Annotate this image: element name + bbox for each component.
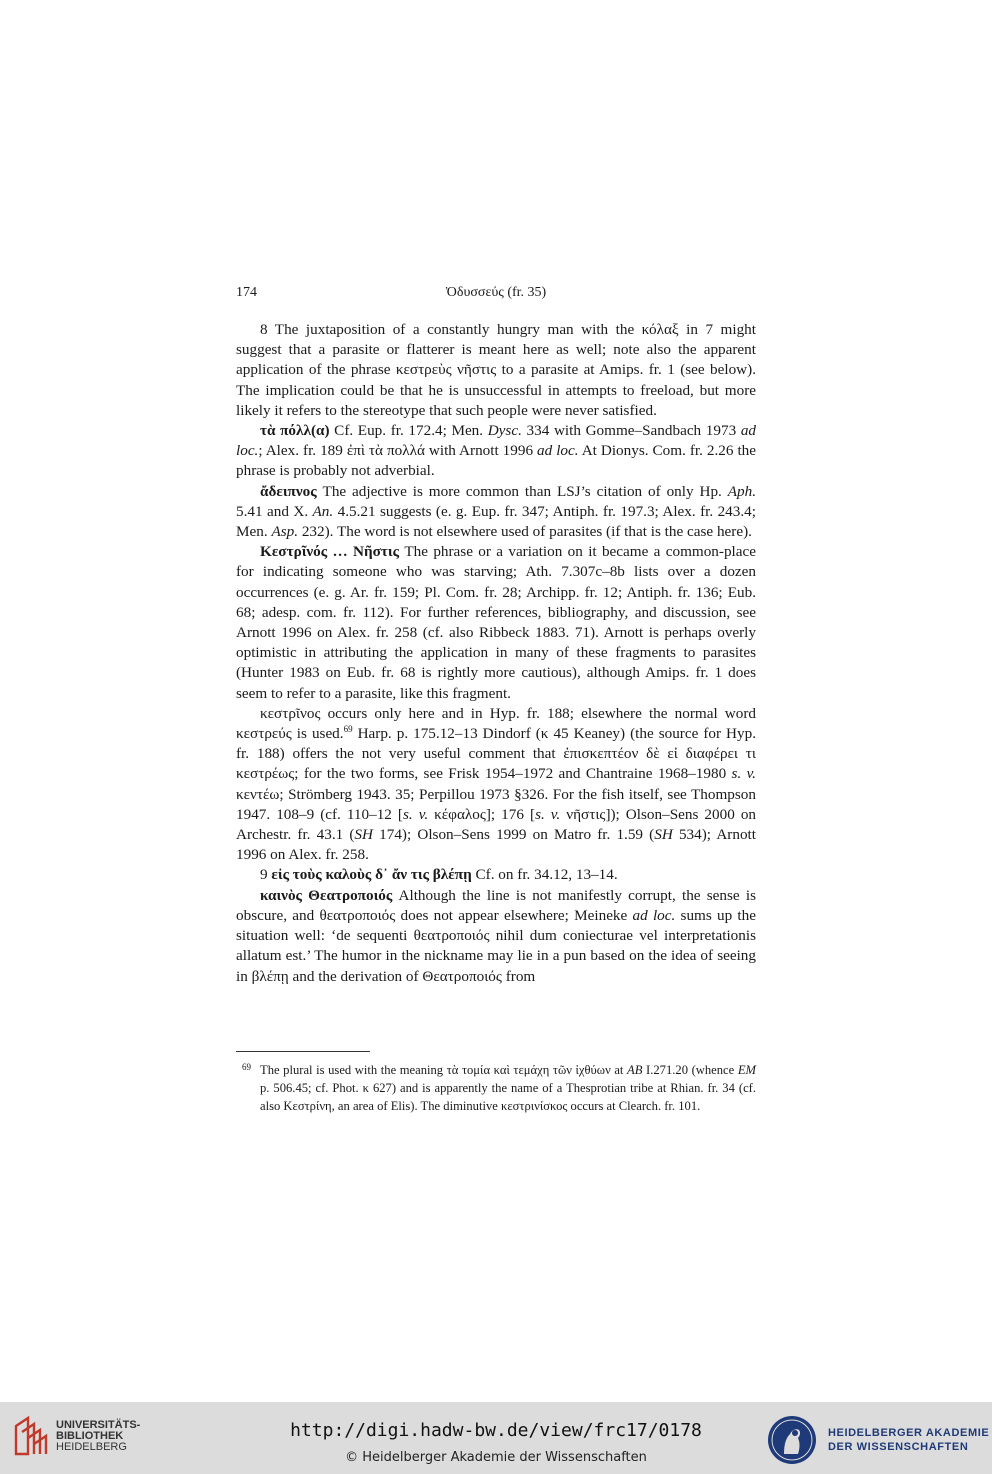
university-library-name: UNIVERSITÄTS- BIBLIOTHEK HEIDELBERG xyxy=(56,1419,141,1453)
paragraph: 9 εἰς τοὺς καλοὺς δ᾽ ἄν τις βλέπῃ Cf. on fr. 34.12, 13–14. xyxy=(260,866,618,884)
paragraph: κεστρῖνος occurs only here and in Hyp. fr. 188; elsewhere the normal word κεστρεύς is used.$^{69}$ Harp. p. 175.12–13 Dindorf (κ 45 Keaney) (the source for Hyp. fr. 188) offers the not very useful comment that ἐπισκεπτέον δὲ εἰ διαφέρει τι κεστρέως; for the two forms, see Frisk 1954–1972 and Chantraine 1968–1980 s. v. κεντέω; Strömberg 1943. 35; Perpillou 1973 §326. For the fish itself, see Thompson 1947. 108–9 (cf. 110–12 [s. v. κέφαλος]; 176 [s. v. νῆστις]); Olson–Sens 2000 on Archestr. fr. 43.1 (SH 174); Olson–Sens 1999 on Matro fr. 1.59 (SH 534); Arnott 1996 on Alex. fr. 258. xyxy=(236,704,757,864)
permalink-url[interactable]: http://digi.hadw-bw.de/view/frc17/0178 xyxy=(290,1420,702,1441)
viewer-footer xyxy=(0,1402,992,1474)
paragraph: 8 The juxtaposition of a constantly hungry man with the κόλαξ in 7 might suggest that a parasite or flatterer is meant here as well; note also the apparent application of the phrase κεστρεὺς νῆστις to a parasite at Amips. fr. 1 (see below). The implication could be that he is unsuccessful in attempts to freeload, but more likely it refers to the stereotype that such people were never satisfied. xyxy=(236,321,756,419)
line-number: 9 xyxy=(260,866,268,884)
paragraph: ἄδειπνος The adjective is more common than LSJ’s citation of only Hp. Aph. 5.41 and X. An. 4.5.21 suggests (e. g. Eup. fr. 347; Antiph. fr. 197.3; Alex. fr. 243.4; Men. Asp. 232). The word is not elsewhere used of parasites (if that is the case here). xyxy=(236,482,756,541)
academy-name: HEIDELBERGER AKADEMIE DER WISSENSCHAFTEN xyxy=(828,1427,990,1453)
lemma: τὰ πόλλ(α) xyxy=(260,422,330,440)
line-number: 8 xyxy=(260,321,268,338)
academy-seal-icon xyxy=(766,1414,818,1466)
lemma: καινὸς Θεατροποιός xyxy=(260,886,393,904)
commentary-text xyxy=(236,320,756,987)
page-number: 174 xyxy=(236,285,257,300)
running-title: Ὀδυσσεύς (fr. 35) xyxy=(445,285,547,300)
lemma: Κεστρῖνός … Νῆστις xyxy=(260,543,400,561)
paragraph: καινὸς Θεατροποιός Although the line is not manifestly corrupt, the sense is obscure, and θεατροποιός does not appear elsewhere; Meineke ad loc. sums up the situation well: ‘de sequenti θεατροποιός nihil dum coniecturae vel interpretationis allatum est.’ The humor in the nickname may lie in a pun based on the idea of seeing in βλέπῃ and the derivation of Θεατροποιός from xyxy=(236,886,756,985)
paragraph: τὰ πόλλ(α) Cf. Eup. fr. 172.4; Men. Dysc. 334 with Gomme–Sandbach 1973 ad loc.; Alex. fr. 189 ἐπὶ τὰ πολλά with Arnott 1996 ad loc. At Dionys. Com. fr. 2.26 the phrase is probably not adverbial. xyxy=(236,422,756,480)
lemma: ἄδειπνος xyxy=(260,482,317,500)
footnote-reference[interactable]: 69 xyxy=(343,724,353,734)
footnote-divider xyxy=(236,1051,370,1052)
footnote-text: The plural is used with the meaning τὰ τομία καὶ τεμάχη τῶν ἰχθύων at AB I.271.20 (whence EM p. 506.45; cf. Phot. κ 627) and is apparently the name of a Thesprotian tribe at Rhian. fr. 34 (cf. also Κεστρίνη, an area of Elis). The diminutive κεστρινίσκος occurs at Clearch. fr. 101. xyxy=(260,1063,756,1113)
footnote xyxy=(236,1061,756,1115)
paragraph: Κεστρῖνός … Νῆστις The phrase or a variation on it became a common-place for indicating someone who was starving; Ath. 7.307c–8b lists over a dozen occurrences (e. g. Ar. fr. 159; Pl. Com. fr. 28; Archipp. fr. 12; Antiph. fr. 136; Eub. 68; adesp. com. fr. 112). For further references, bibliography, and discussion, see Arnott 1996 on Alex. fr. 258 (cf. also Ribbeck 1883. 71). Arnott is perhaps overly optimistic in attributing the application in many of these fragments to parasites (Hunter 1983 on Eub. fr. 68 is rightly more cautious), although Amips. fr. 1 does seem to refer to a parasite, like this fragment. xyxy=(236,543,756,702)
copyright-notice: © Heidelberger Akademie der Wissenschaften xyxy=(345,1450,647,1465)
footnote-mark: 69 xyxy=(242,1062,251,1072)
lemma: εἰς τοὺς καλοὺς δ᾽ ἄν τις βλέπῃ xyxy=(267,866,472,884)
